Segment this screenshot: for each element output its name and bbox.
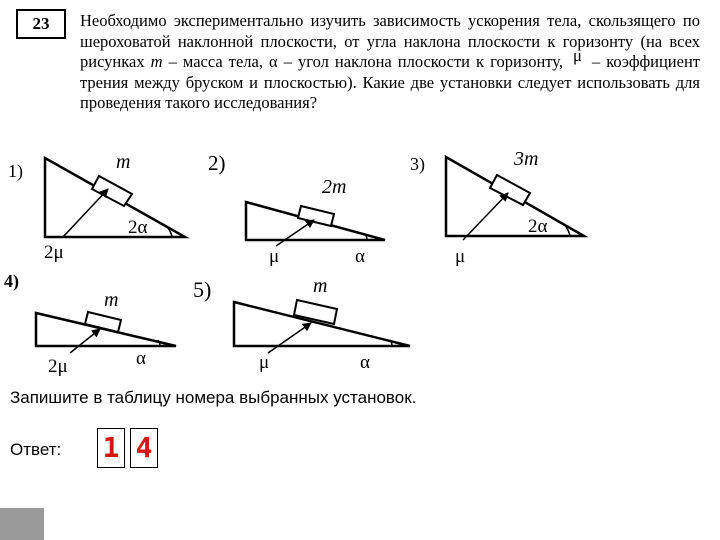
- answer-label: Ответ:: [10, 440, 62, 459]
- corner-block: [0, 508, 44, 540]
- setup-5-angle: α: [360, 352, 370, 373]
- setup-3: [410, 148, 584, 267]
- setup-4-mass: m: [104, 289, 119, 311]
- setup-5-arrow: [268, 323, 311, 353]
- setup-3-label: 3): [410, 154, 425, 174]
- setup-1-friction: 2μ: [44, 242, 64, 263]
- setup-1-mass: m: [116, 151, 131, 173]
- mass-symbol: m: [150, 52, 163, 71]
- setup-2: [208, 151, 385, 267]
- setup-1-block: [92, 176, 132, 206]
- setup-1: [8, 151, 185, 263]
- setup-1-label: 1): [8, 161, 23, 181]
- setup-1-angle: 2α: [128, 217, 148, 238]
- setup-4-friction: 2μ: [48, 356, 68, 377]
- setup-1-arrow: [63, 189, 108, 237]
- setup-5-label: 5): [193, 277, 212, 302]
- setup-2-angle: α: [355, 246, 365, 267]
- question-number: 23: [16, 9, 66, 39]
- question-text-part2: – масса тела, α – угол наклона плоскости к горизонту,: [162, 52, 570, 71]
- setup-4-angle: α: [136, 348, 146, 369]
- setup-3-friction: μ: [455, 246, 466, 267]
- question-text-part1: Необходимо экспериментально изучить зависимость ускорения тела, скользящего по шероховатой наклонной плоскости, от угла наклона плоскости к горизонту (на всех рисунках: [80, 11, 700, 71]
- question-text-part3: – коэффициент трения между бруском и плоскостью). Какие две установки следует использовать для проведения такого исследования?: [80, 52, 700, 112]
- setup-4-block: [85, 312, 121, 332]
- setup-4: [4, 271, 176, 377]
- setup-3-angle: 2α: [528, 216, 548, 237]
- setup-5: [193, 275, 410, 373]
- setup-3-arrow: [463, 193, 508, 240]
- setup-3-mass: 3m: [514, 148, 539, 170]
- setup-4-label: 4): [4, 271, 19, 291]
- mu-symbol: μ: [573, 46, 582, 65]
- setup-5-friction: μ: [259, 352, 270, 373]
- setup-2-friction: μ: [269, 246, 280, 267]
- answer-cell-1[interactable]: 1: [97, 428, 125, 468]
- setup-5-block: [294, 300, 337, 324]
- setup-2-arrow: [276, 220, 314, 246]
- setup-2-block: [298, 206, 334, 226]
- setup-2-mass: 2m: [322, 176, 347, 198]
- answer-cell-2[interactable]: 4: [130, 428, 158, 468]
- setup-2-label: 2): [208, 151, 226, 175]
- setup-5-mass: m: [313, 275, 328, 297]
- setup-4-arrow: [70, 329, 100, 353]
- setup-3-block: [490, 175, 530, 205]
- task-instruction: Запишите в таблицу номера выбранных установок.: [10, 388, 417, 407]
